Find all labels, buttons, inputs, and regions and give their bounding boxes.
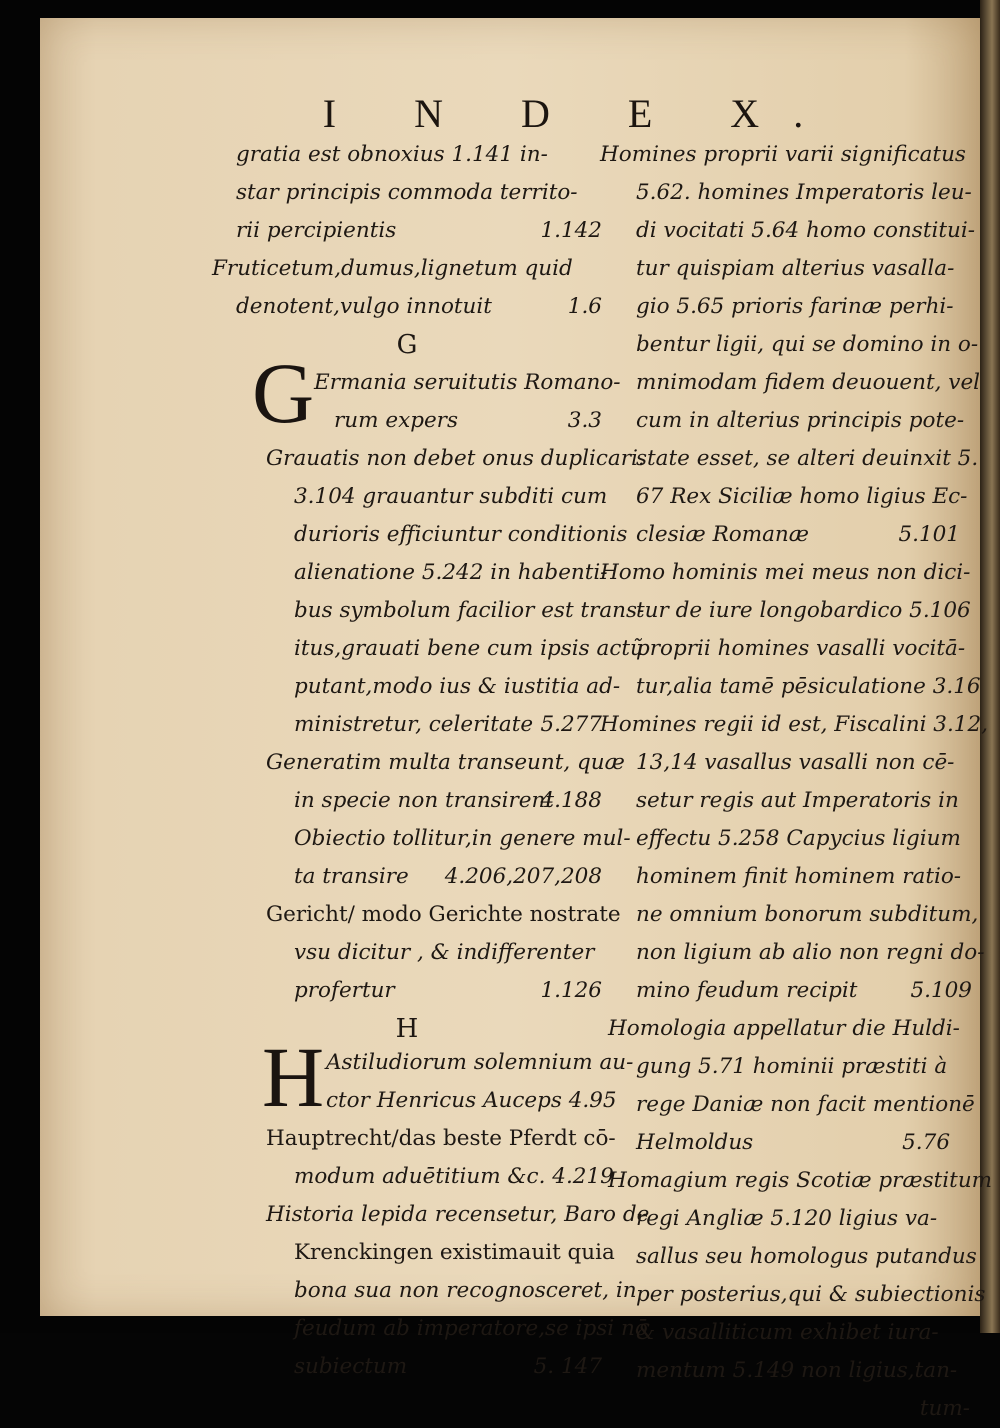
index-line: bentur ligii, qui se domino in o- (636, 332, 979, 357)
index-line: Ermania seruitutis Romano- (314, 370, 621, 395)
index-line: alienatione 5.242 in habenti- (294, 560, 608, 585)
page-reference: 1.142 (540, 218, 602, 243)
index-line: subiectum 5. 147 (294, 1348, 602, 1386)
index-line: Homagium regis Scotiæ præstitum (608, 1168, 993, 1193)
index-line: bona sua non recognosceret, in (294, 1278, 637, 1303)
index-line: Homologia appellatur die Huldi- (608, 1016, 960, 1041)
index-line: Homo hominis mei meus non dici- (600, 560, 971, 585)
drop-cap-h: H (262, 1029, 325, 1125)
index-line: sallus seu homologus putandus (636, 1244, 977, 1269)
index-line: per posterius,qui & subiectionis (636, 1282, 986, 1307)
index-line: in specie non transirent 4.188 (294, 782, 602, 820)
index-line: star principis commoda territo- (236, 180, 578, 205)
index-line: Obiectio tollitur,in genere mul- (294, 826, 631, 851)
index-line: vsu dicitur , & indifferenter (294, 940, 595, 965)
index-line: proprii homines vasalli vocitā- (636, 636, 966, 661)
page-reference: 5.76 (902, 1130, 950, 1155)
section-letter-g: G (396, 330, 418, 360)
index-line: gratia est obnoxius 1.141 in- (236, 142, 548, 167)
index-line: Homines regii id est, Fiscalini 3.12, (600, 712, 988, 737)
index-line: di vocitati 5.64 homo constitui- (636, 218, 975, 243)
index-line: tum- (919, 1396, 970, 1421)
index-line: non ligium ab alio non regni do- (636, 940, 985, 965)
page-reference: 5. 147 (533, 1354, 602, 1379)
section-letter-h: H (395, 1014, 419, 1044)
index-line: tur de iure longobardico 5.106 (636, 598, 971, 623)
index-line: tur,alia tamē pēsiculatione 3.16 (636, 674, 981, 699)
page-reference: 1.6 (567, 294, 602, 319)
index-line: Generatim multa transeunt, quæ (266, 750, 625, 775)
page-reference: 5.277 (540, 712, 602, 737)
index-line: 13,14 vasallus vasalli non cē- (636, 750, 955, 775)
index-line: Krenckingen existimauit quia (294, 1240, 615, 1265)
index-line: tur quispiam alterius vasalla- (636, 256, 955, 281)
index-line: rege Daniæ non facit mentionē (636, 1092, 975, 1117)
book-page (40, 18, 993, 1421)
index-line: denotent,vulgo innotuit 1.6 (236, 288, 602, 326)
index-line: Helmoldus 5.76 (636, 1124, 950, 1162)
index-line: feudum ab imperatore,se ipsi nō (294, 1316, 648, 1341)
index-line: Gericht/ modo Gerichte nostrate (266, 902, 621, 927)
index-line: rum expers 3.3 (334, 402, 602, 440)
index-line: effectu 5.258 Capycius ligium (636, 826, 961, 851)
index-line: itus,grauati bene cum ipsis actũ (294, 636, 644, 661)
index-line: 67 Rex Siciliæ homo ligius Ec- (636, 484, 968, 509)
index-line: ministretur, celeritate 5.277 (294, 706, 602, 744)
page-reference: 3.3 (567, 408, 602, 433)
index-line: state esset, se alteri deuinxit 5. (636, 446, 979, 471)
index-line: Historia lepida recensetur, Baro de (266, 1202, 650, 1227)
index-line: ne omnium bonorum subditum, (636, 902, 979, 927)
page-reference: 1.126 (540, 978, 602, 1003)
index-line: Grauatis non debet onus duplicari. (266, 446, 645, 471)
index-line: cum in alterius principis pote- (636, 408, 965, 433)
index-line: regi Angliæ 5.120 ligius va- (636, 1206, 938, 1231)
index-line: Astiludiorum solemnium au- (326, 1050, 634, 1075)
page-reference: 4.206,207,208 (444, 864, 602, 889)
index-line: durioris efficiuntur conditionis (294, 522, 628, 547)
page-header: I N D E X. (322, 91, 838, 136)
index-line: hominem finit hominem ratio- (636, 864, 962, 889)
index-line: 5.62. homines Imperatoris leu- (636, 180, 972, 205)
index-line: Fruticetum,dumus,lignetum quid (212, 256, 573, 281)
index-line: profertur 1.126 (294, 972, 602, 1010)
index-line: ctor Henricus Auceps 4.95 (326, 1088, 617, 1113)
index-line: mnimodam fidem deuouent, vel (636, 370, 981, 395)
adjacent-page-edge (980, 0, 1000, 1333)
index-line: gung 5.71 hominii præstiti à (636, 1054, 948, 1079)
index-line: Homines proprii varii significatus (600, 142, 966, 167)
index-line: setur regis aut Imperatoris in (636, 788, 959, 813)
index-line: rii percipientis 1.142 (236, 212, 602, 250)
index-line: clesiæ Romanæ 5.101 (636, 516, 960, 554)
index-line: ta transire 4.206,207,208 (294, 858, 602, 896)
index-line: mentum 5.149 non ligius,tan- (636, 1358, 958, 1383)
index-line: Hauptrecht/das beste Pferdt cō- (266, 1126, 616, 1151)
index-line: putant,modo ius & iustitia ad- (294, 674, 621, 699)
page-reference: 5.109 (910, 978, 972, 1003)
page-reference: 4.188 (540, 788, 602, 813)
index-line: modum aduētitium &c. 4.219 (294, 1164, 614, 1189)
index-line: mino feudum recipit 5.109 (636, 972, 972, 1010)
page-reference: 5.101 (898, 522, 960, 547)
index-line: gio 5.65 prioris farinæ perhi- (636, 294, 954, 319)
index-line: bus symbolum facilior est trans- (294, 598, 645, 623)
drop-cap-g: G (252, 345, 315, 441)
index-line: & vasalliticum exhibet iura- (636, 1320, 939, 1345)
index-line: 3.104 grauantur subditi cum (294, 484, 608, 509)
